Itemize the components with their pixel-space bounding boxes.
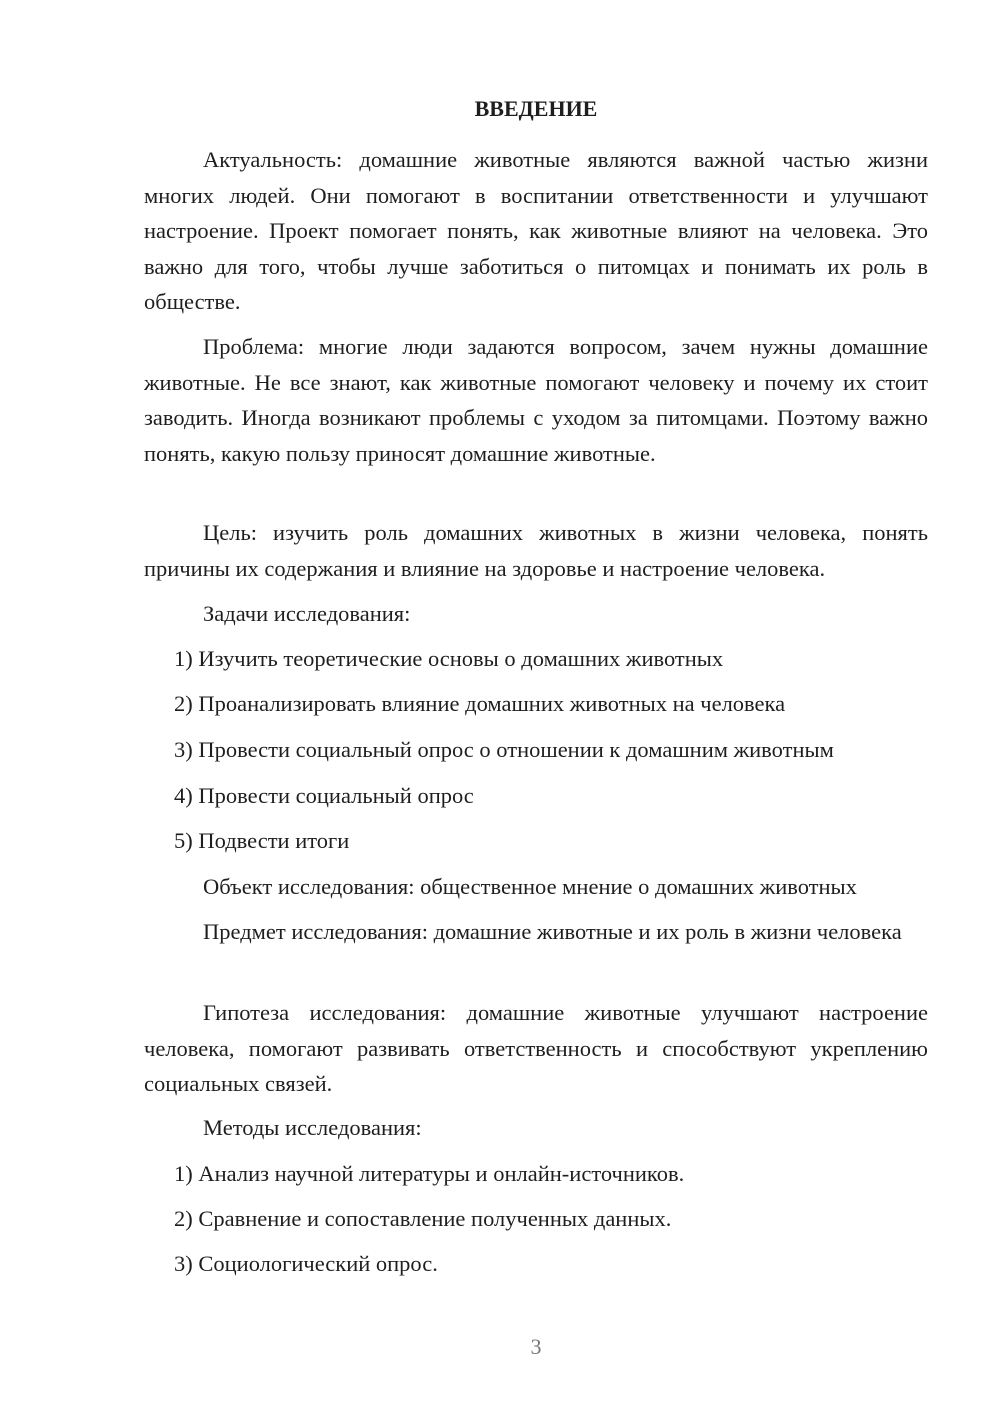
goal-paragraph: Цель: изучить роль домашних животных в жизни человека, понять причины их содержания и влияние на здоровье и настроение человека.: [144, 520, 928, 581]
method-item: 2) Сравнение и сопоставление полученных данных.: [174, 1206, 672, 1231]
problem-paragraph: Проблема: многие люди задаются вопросом, зачем нужны домашние животные. Не все знают, как животные помогают человеку и почему их стоит заводить. Иногда возникают проблемы с уходом за питомцами. Поэтому важно понять, какую пользу приносят домашние животные.: [144, 334, 928, 466]
tasks-heading: Задачи исследования:: [203, 601, 411, 626]
relevance-paragraph: Актуальность: домашние животные являются важной частью жизни многих людей. Они помогают в воспитании ответственности и улучшают настроение. Проект помогает понять, как животные влияют на человека. Это важно для того, чтобы лучше заботиться о питомцах и понимать их роль в обществе.: [144, 147, 928, 314]
task-item: 2) Проанализировать влияние домашних животных на человека: [174, 691, 786, 716]
task-item: 1) Изучить теоретические основы о домашних животных: [174, 646, 724, 671]
task-item: 4) Провести социальный опрос: [174, 783, 474, 808]
task-item: 5) Подвести итоги: [174, 828, 350, 853]
section-title: ВВЕДЕНИЕ: [474, 96, 598, 121]
method-item: 1) Анализ научной литературы и онлайн-источников.: [174, 1161, 685, 1186]
task-item: 3) Провести социальный опрос о отношении к домашним животным: [174, 737, 834, 762]
page-number: 3: [530, 1334, 542, 1359]
methods-heading: Методы исследования:: [203, 1115, 422, 1140]
hypothesis-paragraph: Гипотеза исследования: домашние животные улучшают настроение человека, помогают развивать ответственность и способствуют укреплению социальных связей.: [144, 1000, 928, 1096]
subject-paragraph: Предмет исследования: домашние животные и их роль в жизни человека: [203, 919, 902, 944]
object-line: Объект исследования: общественное мнение о домашних животных: [203, 874, 857, 899]
method-item: 3) Социологический опрос.: [174, 1251, 438, 1276]
